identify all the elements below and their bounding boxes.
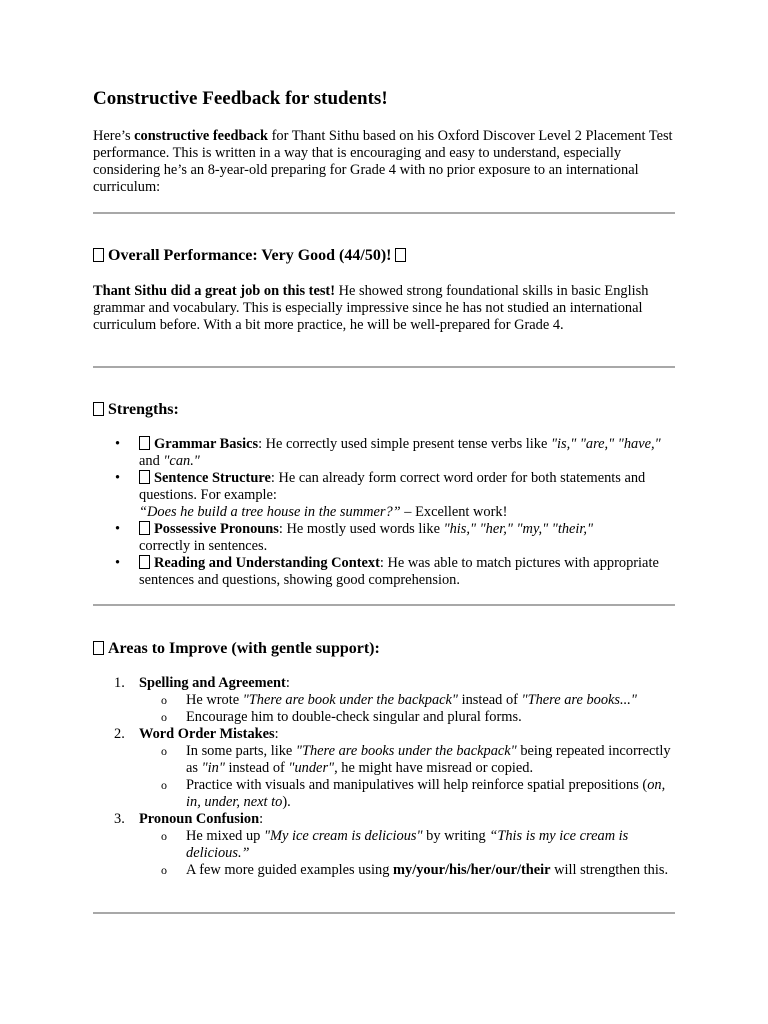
sub-bullet-icon: o: [161, 778, 167, 792]
intro-text-end: for Thant Sithu based on his Oxford Discover Level 2 Placement Test performance. This is written in a way that is encouraging and easy to understand, especially considering he’s an 8-year-old preparing for Grade 4 with no prior exposure to an international curriculum:: [93, 128, 673, 195]
sub-example: "in": [201, 760, 225, 776]
sub-example: "There are books under the backpack": [295, 743, 517, 759]
sub-example: “This is my ice cream is delicious.”: [186, 828, 629, 861]
sub-text: He wrote: [186, 692, 243, 708]
bullet-icon: •: [115, 521, 121, 537]
sub-list: [139, 743, 675, 811]
sub-list-item: [139, 709, 675, 726]
strength-text: – Excellent work!: [400, 504, 508, 520]
colon: :: [259, 811, 264, 827]
sub-text: , he might have misread or copied.: [334, 760, 534, 776]
sub-list-item: [139, 692, 675, 709]
item-number: 1.: [114, 675, 125, 691]
missing-glyph-icon: [93, 641, 104, 655]
sub-text: Practice with visuals and manipulatives will help reinforce spatial prepositions (: [186, 777, 648, 793]
colon: :: [274, 726, 279, 742]
improve-title: Spelling and Agreement: [139, 675, 286, 691]
list-item: [93, 555, 675, 589]
bullet-icon: •: [115, 555, 121, 571]
bullet-icon: •: [115, 470, 121, 486]
sub-example: "under": [288, 760, 335, 776]
strengths-heading: [93, 401, 179, 419]
intro-text-start: Here’s: [93, 128, 135, 144]
sub-example: "There are book under the backpack": [242, 692, 458, 708]
strength-title: Possessive Pronouns: [154, 521, 279, 537]
missing-glyph-icon: [139, 436, 150, 450]
strength-title: Reading and Understanding Context: [154, 555, 380, 571]
list-item: [93, 470, 675, 521]
sub-text: will strengthen this.: [550, 862, 669, 878]
strength-example: "his," "her," "my," "their,": [443, 521, 594, 537]
divider: [93, 604, 675, 606]
overall-text: He showed strong foundational skills in basic English grammar and vocabulary. This is especially impressive since he has not studied an international curriculum before. With a bit more practice, he will be well-prepared for Grade 4.: [93, 283, 649, 333]
sub-text: He mixed up: [186, 828, 264, 844]
sub-bold: my/your/his/her/our/their: [393, 862, 551, 878]
improve-heading-text: Areas to Improve (with gentle support):: [108, 640, 380, 657]
strength-text: and: [139, 453, 164, 469]
sub-list-item: [139, 828, 675, 862]
strengths-heading-text: Strengths:: [108, 401, 179, 418]
sub-text: by writing: [422, 828, 490, 844]
sub-text: ).: [282, 794, 291, 810]
sub-list-item: [139, 743, 675, 777]
bullet-icon: •: [115, 436, 121, 452]
missing-glyph-icon: [139, 555, 150, 569]
strength-text: : He correctly used simple present tense verbs like: [258, 436, 551, 452]
list-item: [93, 675, 675, 726]
colon: :: [285, 675, 290, 691]
strength-example: "is," "are," "have,": [550, 436, 661, 452]
sub-bullet-icon: o: [161, 710, 167, 724]
improve-list: [93, 675, 675, 879]
sub-text: Encourage him to double-check singular and plural forms.: [186, 709, 522, 725]
sub-bullet-icon: o: [161, 863, 167, 877]
sub-example: "My ice cream is delicious": [263, 828, 423, 844]
strengths-list: [93, 436, 675, 589]
overall-heading-text: Overall Performance: Very Good (44/50)!: [108, 247, 392, 264]
sub-example: on, in, under, next to: [186, 777, 666, 810]
strength-title: Grammar Basics: [154, 436, 259, 452]
sub-example: "There are books...": [521, 692, 637, 708]
strength-title: Sentence Structure: [154, 470, 271, 486]
missing-glyph-icon: [93, 402, 104, 416]
sub-bullet-icon: o: [161, 693, 167, 707]
item-number: 3.: [114, 811, 125, 827]
strength-text: : He was able to match pictures with appropriate sentences and questions, showing good comprehension.: [139, 555, 659, 588]
sub-list: [139, 828, 675, 879]
sub-bullet-icon: o: [161, 744, 167, 758]
overall-heading: [93, 247, 406, 265]
sub-list-item: [139, 862, 675, 879]
improve-title: Pronoun Confusion: [139, 811, 260, 827]
sub-text: In some parts, like: [186, 743, 296, 759]
item-number: 2.: [114, 726, 125, 742]
strength-example: “Does he build a tree house in the summer?”: [139, 504, 401, 520]
list-item: [93, 436, 675, 470]
sub-text: instead of: [457, 692, 522, 708]
sub-text: being repeated incorrectly as: [186, 743, 671, 776]
overall-bold: Thant Sithu did a great job on this test!: [93, 283, 336, 299]
strength-text: : He can already form correct word order for both statements and questions. For example:: [139, 470, 646, 503]
improve-heading: [93, 640, 380, 658]
sub-text: A few more guided examples using: [186, 862, 394, 878]
improve-title: Word Order Mistakes: [139, 726, 275, 742]
missing-glyph-icon: [93, 248, 104, 262]
divider: [93, 366, 675, 368]
strength-example: "can.": [163, 453, 200, 469]
list-item: [93, 811, 675, 879]
missing-glyph-icon: [395, 248, 406, 262]
intro-bold: constructive feedback: [134, 128, 269, 144]
missing-glyph-icon: [139, 470, 150, 484]
divider: [93, 912, 675, 914]
intro-paragraph: [93, 128, 675, 196]
list-item: [93, 726, 675, 811]
sub-list-item: [139, 777, 675, 811]
sub-bullet-icon: o: [161, 829, 167, 843]
overall-paragraph: [93, 283, 675, 334]
page-title: Constructive Feedback for students!: [93, 88, 388, 109]
strength-text: correctly in sentences.: [139, 538, 268, 554]
sub-list: [139, 692, 675, 726]
missing-glyph-icon: [139, 521, 150, 535]
divider: [93, 212, 675, 214]
list-item: [93, 521, 675, 555]
sub-text: instead of: [224, 760, 289, 776]
strength-text: : He mostly used words like: [278, 521, 444, 537]
